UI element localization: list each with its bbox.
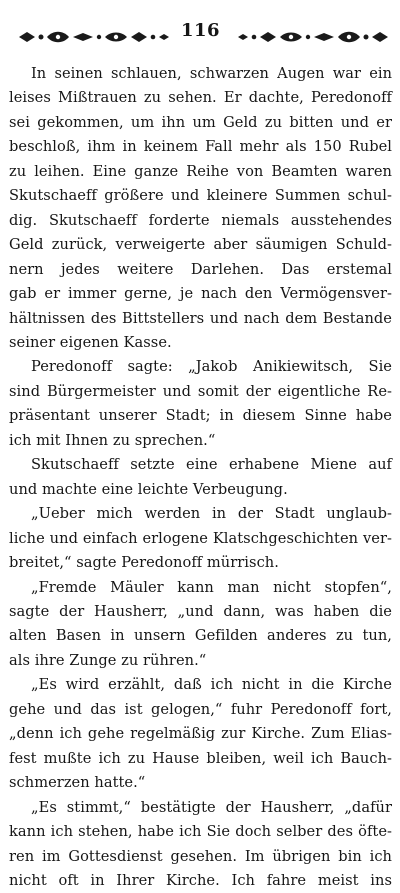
left-ornament-icon bbox=[19, 29, 169, 45]
text-line: als ihre Zunge zu rühren.“ bbox=[9, 651, 207, 669]
text-line: „Fremde Mäuler kann man nicht stopfen“, bbox=[31, 578, 392, 596]
text-line: zu leihen. Eine ganze Reihe von Beamten waren bbox=[9, 162, 392, 180]
paragraph bbox=[9, 453, 392, 502]
paragraph bbox=[9, 62, 392, 355]
text-line: ich mit Ihnen zu sprechen.“ bbox=[9, 431, 216, 449]
text-line: hältnissen des Bittstellers und nach dem Bestande bbox=[9, 309, 392, 327]
text-line: dig. Skutschaeff forderte niemals ausstehendes bbox=[9, 211, 392, 229]
paragraph bbox=[9, 796, 392, 893]
page-number: 116 bbox=[180, 20, 221, 41]
text-line: liche und einfach erlogene Klatschgeschichten ver- bbox=[9, 529, 392, 547]
text-line: präsentant unserer Stadt; in diesem Sinne habe bbox=[9, 407, 392, 425]
text-line: „denn ich gehe regelmäßig zur Kirche. Zum Elias- bbox=[9, 725, 392, 743]
right-ornament-icon bbox=[238, 29, 388, 45]
text-line: und machte eine leichte Verbeugung. bbox=[9, 480, 288, 498]
text-line: seiner eigenen Kasse. bbox=[9, 333, 172, 351]
text-line: ren im Gottesdienst gesehen. Im übrigen bin ich bbox=[9, 847, 392, 865]
paragraph bbox=[9, 502, 392, 575]
text-line: Geld zurück, verweigerte aber säumigen Schuld- bbox=[9, 236, 392, 254]
text-line: breitet,“ sagte Peredonoff mürrisch. bbox=[9, 554, 279, 572]
page-header bbox=[9, 20, 392, 50]
text-line: beschloß, ihm in keinem Fall mehr als 150 Rubel bbox=[9, 138, 392, 156]
text-line: gehe und das ist gelogen,“ fuhr Peredonoff fort, bbox=[9, 700, 392, 718]
text-line: sagte der Hausherr, „und dann, was haben die bbox=[9, 602, 392, 620]
paragraph bbox=[9, 355, 392, 453]
body-text bbox=[9, 62, 392, 893]
text-line: „Ueber mich werden in der Stadt unglaub- bbox=[31, 505, 392, 523]
text-line: Peredonoff sagte: „Jakob Anikiewitsch, Sie bbox=[31, 358, 392, 376]
text-line: fest mußte ich zu Hause bleiben, weil ich Bauch- bbox=[9, 749, 392, 767]
paragraph bbox=[9, 673, 392, 795]
text-line: Skutschaeff größere und kleinere Summen schul- bbox=[9, 187, 392, 205]
text-line: alten Basen in unsern Gefilden anderes zu tun, bbox=[9, 627, 392, 645]
text-line: „Es stimmt,“ bestätigte der Hausherr, „dafür bbox=[31, 798, 392, 816]
text-line: gab er immer gerne, je nach den Vermögensver- bbox=[9, 285, 392, 303]
text-line: sei gekommen, um ihn um Geld zu bitten und er bbox=[9, 113, 392, 131]
text-line: „Es wird erzählt, daß ich nicht in die Kirche bbox=[31, 676, 392, 694]
text-line: nicht oft in Ihrer Kirche. Ich fahre meist ins bbox=[9, 871, 392, 889]
text-line: Skutschaeff setzte eine erhabene Miene auf bbox=[31, 456, 392, 474]
text-line: nern jedes weitere Darlehen. Das erstemal bbox=[9, 260, 392, 278]
text-line: In seinen schlauen, schwarzen Augen war ein bbox=[31, 66, 392, 82]
text-line: kann ich stehen, habe ich Sie doch selber des öfte- bbox=[9, 823, 392, 841]
paragraph bbox=[9, 576, 392, 674]
text-line: schmerzen hatte.“ bbox=[9, 774, 146, 792]
text-line: leises Mißtrauen zu sehen. Er dachte, Peredonoff bbox=[9, 89, 392, 107]
text-line: sind Bürgermeister und somit der eigentliche Re- bbox=[9, 382, 392, 400]
